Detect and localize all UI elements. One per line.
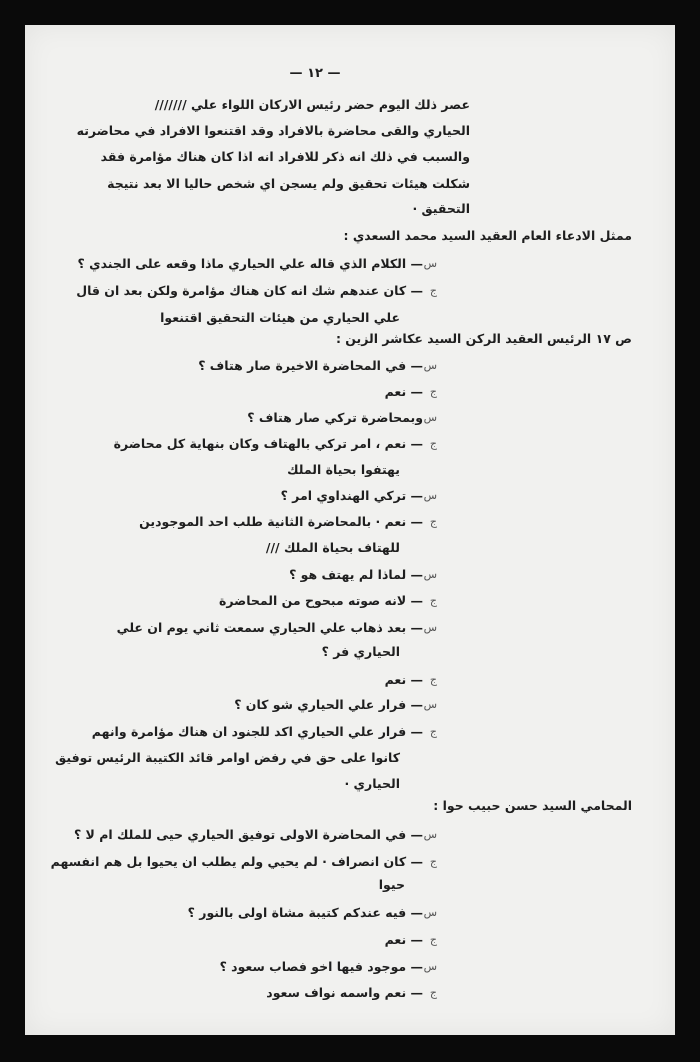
question-text: — موجود فيها اخو فصاب سعود ؟: [219, 959, 423, 974]
continuation-text: الحياري فر ؟: [321, 644, 400, 659]
answer-marker: ج: [429, 385, 437, 398]
answer-marker: ج: [429, 673, 437, 686]
answer-text: — لانه صوته مبحوح من المحاضرة: [218, 593, 423, 608]
intro-line: التحقيق ·: [412, 201, 470, 216]
speaker-header: ص ١٧ الرئيس العقيد الركن السيد عكاشر الزين :: [335, 331, 632, 346]
speaker-header: المحامي السيد حسن حبيب حوا :: [433, 798, 632, 813]
question-text: — فيه عندكم كتيبة مشاة اولى بالنور ؟: [187, 905, 423, 920]
question-text: — في المحاضرة الاخيرة صار هتاف ؟: [198, 358, 423, 373]
answer-marker: ج: [429, 855, 437, 868]
continuation-text: للهتاف بحياة الملك ///: [265, 540, 400, 555]
question-text: وبمحاضرة تركي صار هتاف ؟: [247, 410, 423, 425]
continuation-text: علي الحياري من هيئات التحقيق اقتنعوا: [160, 310, 400, 325]
question-text: — بعد ذهاب علي الحياري سمعت ثاني يوم ان علي: [116, 620, 423, 635]
speaker-header: ممثل الادعاء العام العقيد السيد محمد السعدي :: [343, 228, 632, 243]
answer-marker: ج: [429, 515, 437, 528]
answer-marker: ج: [429, 986, 437, 999]
question-marker: س: [423, 828, 437, 841]
question-marker: س: [423, 698, 437, 711]
answer-marker: ج: [429, 725, 437, 738]
continuation-text: حيوا: [378, 877, 405, 892]
question-text: — تركي الهنداوي امر ؟: [280, 488, 423, 503]
question-marker: س: [423, 359, 437, 372]
answer-marker: ج: [429, 933, 437, 946]
question-text: — الكلام الذي قاله علي الحياري ماذا وقعه على الجندي ؟: [77, 256, 423, 271]
answer-text: — فرار علي الحياري اكد للجنود ان هناك مؤامرة وانهم: [91, 724, 423, 739]
answer-text: — نعم: [384, 932, 423, 947]
answer-text: — نعم · بالمحاضرة الثانية طلب احد الموجودين: [139, 514, 423, 529]
answer-text: — نعم: [384, 384, 423, 399]
intro-line: شكلت هيئات تحقيق ولم يسجن اي شخص حاليا الا بعد نتيجة: [107, 176, 470, 191]
question-text: — فرار علي الحياري شو كان ؟: [234, 697, 423, 712]
question-text: — لماذا لم يهتف هو ؟: [289, 567, 423, 582]
answer-text: — نعم: [384, 672, 423, 687]
question-marker: س: [423, 621, 437, 634]
continuation-text: يهتفوا بحياة الملك: [287, 462, 400, 477]
question-text: — في المحاضرة الاولى توفيق الحياري حيى للملك ام لا ؟: [73, 827, 423, 842]
intro-line: والسبب في ذلك انه ذكر للافراد انه اذا كان هناك مؤامرة فقد: [100, 149, 470, 164]
question-marker: س: [423, 906, 437, 919]
intro-line: الحياري والقى محاضرة بالافراد وقد اقتنعوا الافراد في محاضرته: [76, 123, 470, 138]
answer-text: — نعم ، امر تركي بالهتاف وكان بنهاية كل محاضرة: [113, 436, 423, 451]
question-marker: س: [423, 489, 437, 502]
answer-marker: ج: [429, 594, 437, 607]
question-marker: س: [423, 257, 437, 270]
continuation-text: كانوا على حق في رفض اوامر قائد الكتيبة الرئيس توفيق: [55, 750, 400, 765]
answer-text: — كان انصراف · لم يحيي ولم يطلب ان يحيوا بل هم انفسهم: [50, 854, 423, 869]
answer-marker: ج: [429, 437, 437, 450]
question-marker: س: [423, 960, 437, 973]
page-number: — ١٢ —: [289, 66, 341, 81]
answer-text: — نعم واسمه نواف سعود: [266, 985, 423, 1000]
answer-marker: ج: [429, 284, 437, 297]
answer-text: — كان عندهم شك انه كان هناك مؤامرة ولكن بعد ان قال: [76, 283, 423, 298]
question-marker: س: [423, 411, 437, 424]
question-marker: س: [423, 568, 437, 581]
intro-line: عصر ذلك اليوم حضر رئيس الاركان اللواء علي ///////: [154, 97, 470, 112]
continuation-text: الحياري ·: [344, 776, 400, 791]
